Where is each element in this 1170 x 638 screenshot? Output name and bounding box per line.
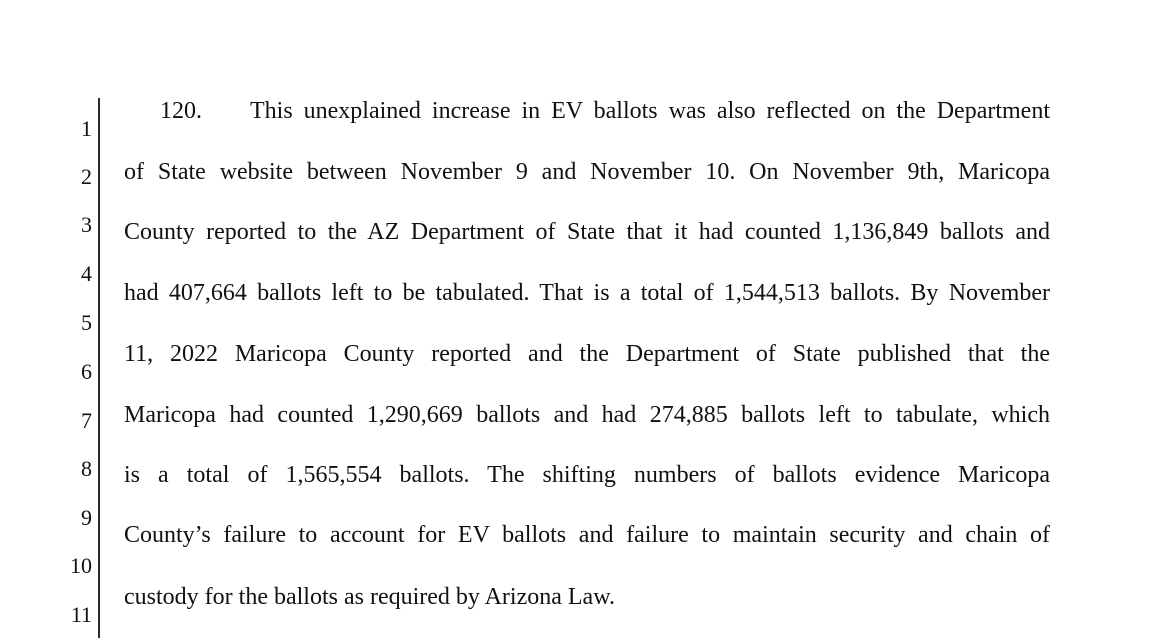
line-number: 11 (70, 602, 92, 627)
paragraph-first-line (124, 96, 1050, 126)
line-number: 5 (81, 310, 92, 335)
line-number: 9 (81, 505, 92, 530)
paragraph-line: This unexplained increase in EV ballots was also reflected on the Department (250, 98, 1050, 124)
paragraph-line: of State website between November 9 and November 10. On November 9th, Maricopa (124, 159, 1050, 185)
paragraph-line: County’s failure to account for EV ballots and failure to maintain security and chain of (124, 522, 1050, 548)
line-number: 8 (81, 456, 92, 481)
line-number: 3 (81, 212, 92, 237)
paragraph-line: County reported to the AZ Department of State that it had counted 1,136,849 ballots and (124, 219, 1050, 245)
line-number: 6 (81, 359, 92, 384)
line-number: 7 (81, 408, 92, 433)
paragraph-number: 120. (160, 98, 202, 124)
paragraph-line: Maricopa had counted 1,290,669 ballots and had 274,885 ballots left to tabulate, which (124, 402, 1050, 428)
left-margin-rule (98, 98, 100, 638)
line-number: 4 (81, 261, 92, 286)
paragraph-line: is a total of 1,565,554 ballots. The shifting numbers of ballots evidence Maricopa (124, 462, 1050, 488)
line-number: 1 (81, 116, 92, 141)
paragraph-line: custody for the ballots as required by Arizona Law. (124, 584, 615, 610)
line-number: 2 (81, 164, 92, 189)
paragraph-line: had 407,664 ballots left to be tabulated. That is a total of 1,544,513 ballots. By November (124, 280, 1050, 306)
line-number: 10 (70, 553, 92, 578)
paragraph-line: 11, 2022 Maricopa County reported and the Department of State published that the (124, 341, 1050, 367)
